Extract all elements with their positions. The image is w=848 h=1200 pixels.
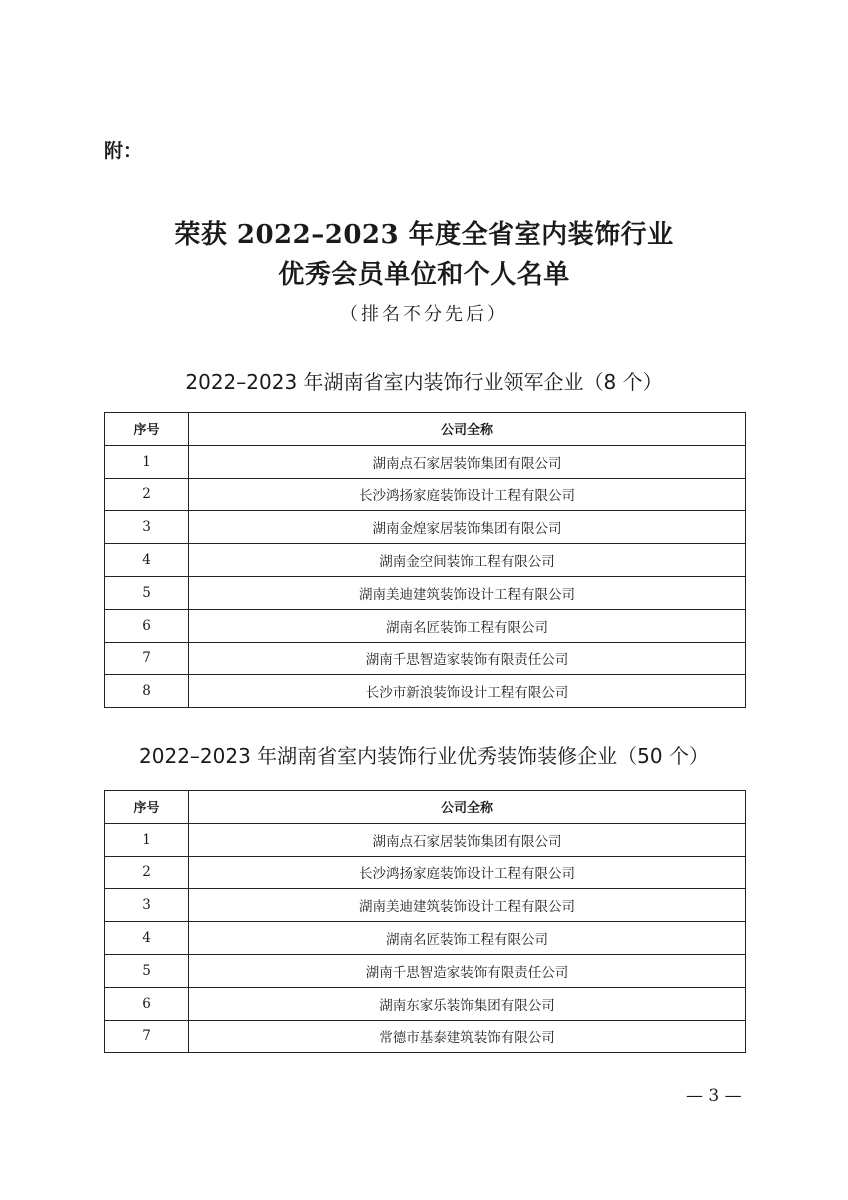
row-company: 长沙鸿扬家庭装饰设计工程有限公司 xyxy=(189,478,746,511)
table-row xyxy=(105,642,746,675)
row-no: 7 xyxy=(105,1020,189,1053)
table-row xyxy=(105,478,746,511)
table-row xyxy=(105,544,746,577)
row-no: 7 xyxy=(105,642,189,675)
table-row xyxy=(105,922,746,955)
row-no: 6 xyxy=(105,987,189,1020)
row-company: 湖南名匠装饰工程有限公司 xyxy=(189,609,746,642)
row-company: 湖南千思智造家装饰有限责任公司 xyxy=(189,954,746,987)
section2-title: 2022–2023 年湖南省室内装饰行业优秀装饰装修企业（50 个） xyxy=(139,744,709,768)
table-row xyxy=(105,445,746,478)
table-header-row xyxy=(105,791,746,824)
header-company: 公司全称 xyxy=(189,413,746,446)
table-row xyxy=(105,1020,746,1053)
row-no: 3 xyxy=(105,511,189,544)
table-row xyxy=(105,856,746,889)
header-no: 序号 xyxy=(105,413,189,446)
row-no: 5 xyxy=(105,576,189,609)
row-no: 3 xyxy=(105,889,189,922)
row-no: 2 xyxy=(105,856,189,889)
table-row xyxy=(105,609,746,642)
row-no: 8 xyxy=(105,675,189,708)
leading-enterprises-table xyxy=(104,412,746,708)
row-company: 湖南金煌家居装饰集团有限公司 xyxy=(189,511,746,544)
row-no: 2 xyxy=(105,478,189,511)
header-company: 公司全称 xyxy=(189,791,746,824)
document-title-line2: 优秀会员单位和个人名单 xyxy=(278,260,570,290)
row-no: 4 xyxy=(105,544,189,577)
attachment-label: 附： xyxy=(104,140,143,162)
document-title-line1: 荣获 2022–2023 年度全省室内装饰行业 xyxy=(174,220,674,250)
table-row xyxy=(105,889,746,922)
row-company: 湖南美迪建筑装饰设计工程有限公司 xyxy=(189,889,746,922)
ordering-note: （排名不分先后） xyxy=(340,304,508,325)
table-row xyxy=(105,823,746,856)
table-row xyxy=(105,675,746,708)
row-company: 长沙市新浪装饰设计工程有限公司 xyxy=(189,675,746,708)
row-company: 湖南美迪建筑装饰设计工程有限公司 xyxy=(189,576,746,609)
section1-title: 2022–2023 年湖南省室内装饰行业领军企业（8 个） xyxy=(185,370,663,394)
row-company: 湖南名匠装饰工程有限公司 xyxy=(189,922,746,955)
excellent-enterprises-table xyxy=(104,790,746,1053)
row-company: 长沙鸿扬家庭装饰设计工程有限公司 xyxy=(189,856,746,889)
row-company: 常德市基泰建筑装饰有限公司 xyxy=(189,1020,746,1053)
table-row xyxy=(105,987,746,1020)
row-no: 1 xyxy=(105,823,189,856)
table-row xyxy=(105,954,746,987)
row-company: 湖南金空间装饰工程有限公司 xyxy=(189,544,746,577)
table-row xyxy=(105,511,746,544)
row-no: 5 xyxy=(105,954,189,987)
header-no: 序号 xyxy=(105,791,189,824)
page-number: — 3 — xyxy=(686,1086,742,1106)
row-company: 湖南点石家居装饰集团有限公司 xyxy=(189,823,746,856)
row-no: 1 xyxy=(105,445,189,478)
row-no: 4 xyxy=(105,922,189,955)
row-company: 湖南点石家居装饰集团有限公司 xyxy=(189,445,746,478)
row-company: 湖南千思智造家装饰有限责任公司 xyxy=(189,642,746,675)
table-row xyxy=(105,576,746,609)
table-header-row xyxy=(105,413,746,446)
row-company: 湖南东家乐装饰集团有限公司 xyxy=(189,987,746,1020)
row-no: 6 xyxy=(105,609,189,642)
